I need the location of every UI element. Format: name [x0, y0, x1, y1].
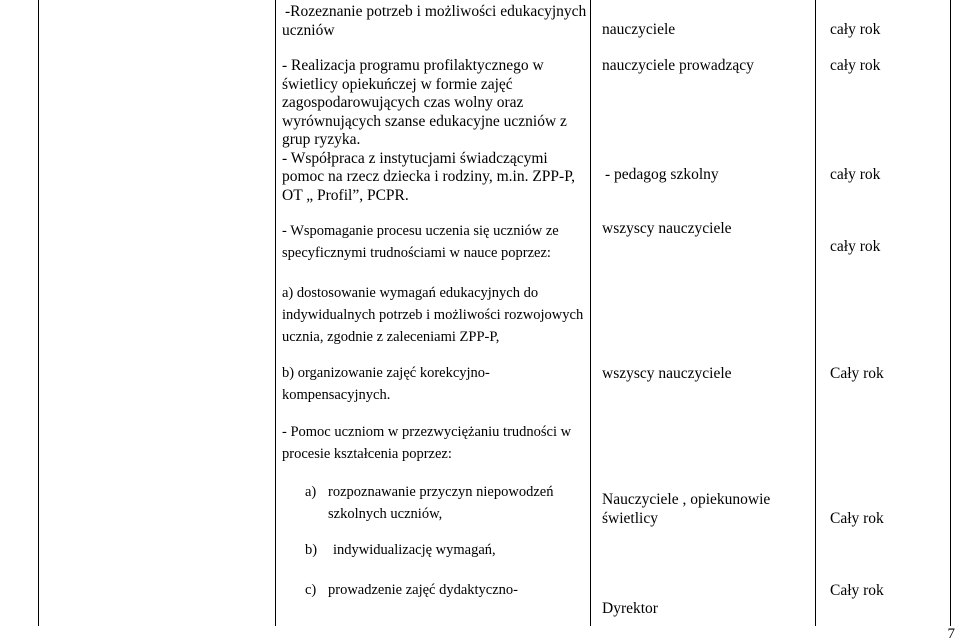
text-line: kompensacyjnych.	[282, 387, 391, 403]
activity-adapt-requirements	[282, 282, 583, 348]
table-line-3	[590, 0, 591, 626]
text-line: -Rozeznanie potrzeb i możliwości edukacyjnych	[285, 3, 587, 20]
text-line: pomoc na rzecz dziecka i rodziny, m.in. ZPP-P,	[282, 168, 575, 185]
list-marker-c: c)	[305, 582, 317, 598]
responsible-all-teachers: wszyscy nauczyciele	[602, 365, 732, 382]
text-line: Nauczyciele , opiekunowie	[602, 491, 771, 508]
text-line: szkolnych uczniów,	[328, 506, 443, 522]
activity-needs-assessment	[282, 3, 586, 40]
list-marker-a: a)	[305, 484, 317, 500]
period-whole-year: cały rok	[830, 21, 881, 38]
text-line: grup ryzyka.	[282, 131, 361, 148]
text-line: zagospodarowujących czas wolny oraz	[282, 94, 524, 111]
text-line: - Pomoc uczniom w przezwyciężaniu trudności w	[282, 424, 572, 440]
responsible-leading-teachers: nauczyciele prowadzący	[602, 57, 754, 74]
activity-overcoming-difficulties	[282, 421, 571, 465]
text-line: uczniów	[282, 21, 335, 39]
responsible-all-teachers: wszyscy nauczyciele	[602, 220, 732, 237]
text-line: OT „ Profil”, PCPR.	[282, 186, 409, 204]
list-marker-b: b)	[305, 542, 318, 558]
table-line-5	[950, 0, 951, 626]
activity-learning-support	[282, 220, 559, 264]
text-line: wyrównujących szanse edukacyjne uczniów z	[282, 112, 567, 130]
period-whole-year: Cały rok	[830, 582, 884, 599]
table-line-4	[815, 0, 816, 626]
activity-prevention-program	[282, 57, 575, 205]
text-line: ucznia, zgodnie z zaleceniami ZPP-P,	[282, 329, 500, 345]
table-line-1	[38, 0, 39, 626]
period-whole-year: cały rok	[830, 57, 881, 74]
text-line: indywidualnych potrzeb i możliwości rozwojowych	[282, 307, 584, 323]
item-individualization: indywidualizację wymagań,	[333, 542, 496, 558]
responsible-director: Dyrektor	[602, 600, 658, 617]
period-whole-year: Cały rok	[830, 365, 884, 382]
period-whole-year: Cały rok	[830, 510, 884, 527]
activity-corrective-classes	[282, 362, 490, 406]
text-line: - Realizacja programu profilaktycznego w	[282, 57, 544, 74]
text-line: a) dostosowanie wymagań edukacyjnych do	[282, 285, 539, 301]
period-whole-year: cały rok	[830, 166, 881, 183]
text-line: b) organizowanie zajęć korekcyjno-	[282, 365, 490, 381]
text-line: świetlicy	[602, 509, 658, 527]
page-number: 7	[947, 626, 955, 642]
period-whole-year: cały rok	[830, 238, 881, 255]
item-identify-causes	[328, 481, 553, 525]
responsible-teachers: nauczyciele	[602, 21, 676, 38]
text-line: - Współpraca z instytucjami świadczącymi	[282, 149, 548, 167]
responsible-teachers-caretakers	[602, 491, 770, 528]
table-line-2	[275, 0, 276, 626]
text-line: - Wspomaganie procesu uczenia się uczniów ze	[282, 223, 559, 239]
text-line: procesie kształcenia poprzez:	[282, 446, 452, 462]
responsible-pedagogue: - pedagog szkolny	[605, 166, 719, 183]
item-didactic-classes: prowadzenie zajęć dydaktyczno-	[328, 582, 519, 598]
text-line: specyficznymi trudnościami w nauce poprzez:	[282, 245, 551, 261]
text-line: świetlicy opiekuńczej w formie zajęć	[282, 75, 513, 93]
text-line: rozpoznawanie przyczyn niepowodzeń	[328, 484, 554, 500]
